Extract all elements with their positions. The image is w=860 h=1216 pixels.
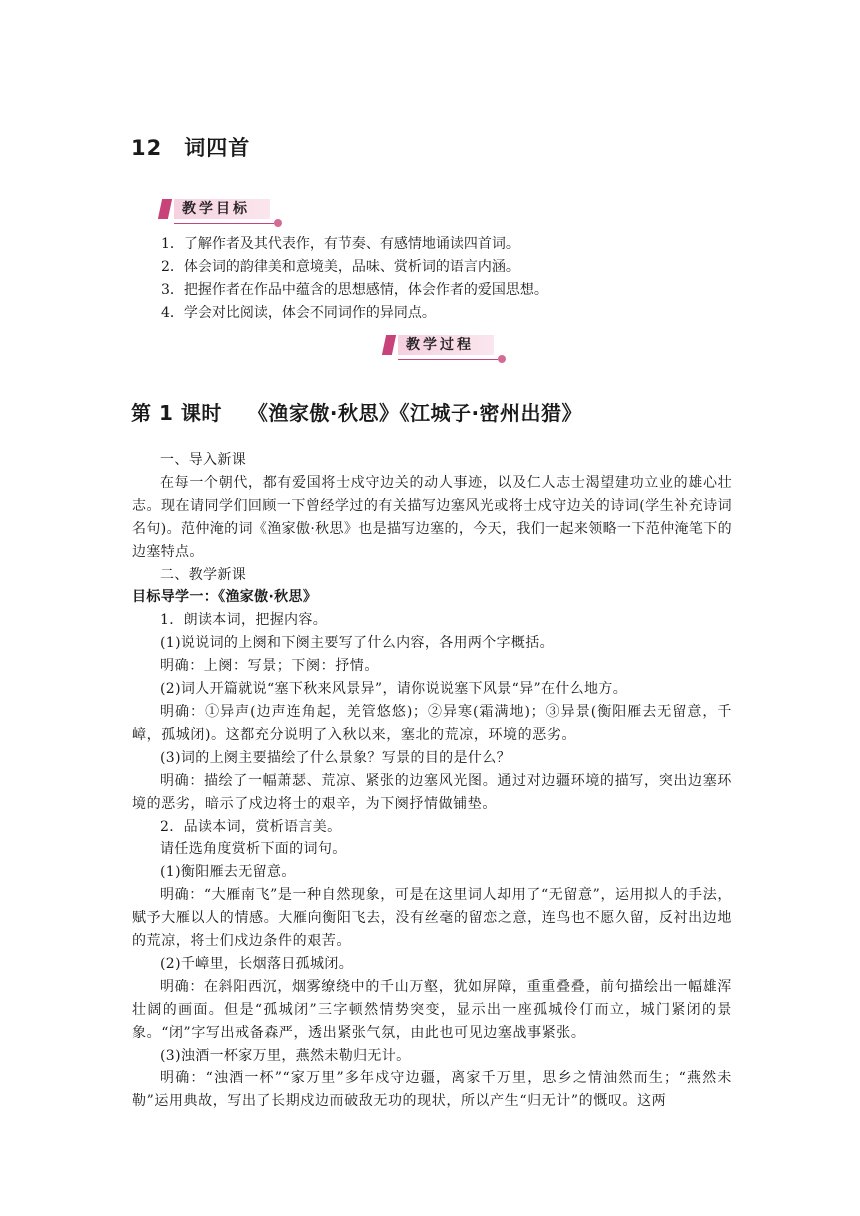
- lesson-number: 12: [131, 136, 163, 160]
- banner-label: 教学目标: [182, 201, 250, 217]
- teaching-goals-banner: [160, 197, 284, 227]
- answer-paragraph: 明确：“大雁南飞”是一种自然现象，可是在这里词人却用了“无留意”，运用拟人的手法，赋予大雁以人的情感。大雁向衡阳飞去，没有丝毫的留恋之意，连鸟也不愿久留，反衬出边地的荒凉，将士们戍边条件的艰苦。: [132, 887, 732, 950]
- body-paragraph: (1)说说词的上阕和下阕主要写了什么内容，各用两个字概括。: [160, 635, 554, 652]
- body-paragraph: 一、导入新课: [160, 452, 247, 468]
- banner-label: 教学过程: [406, 337, 474, 353]
- goal-item: 2．体会词的韵律美和意境美，品味、赏析词的语言内涵。: [161, 259, 520, 275]
- lesson-body: [132, 449, 732, 1113]
- body-paragraph: 1．朗读本词，把握内容。: [160, 612, 328, 629]
- goal-item: 3．把握作者在作品中蕴含的思想感情，体会作者的爱国思想。: [161, 282, 548, 298]
- answer-paragraph: 明确：上阕：写景；下阕：抒情。: [160, 658, 379, 675]
- body-paragraph: (2)千嶂里，长烟落日孤城闭。: [160, 955, 354, 972]
- section-works: 《渔家傲·秋思》《江城子·密州出猎》: [247, 401, 583, 425]
- lesson-name: 词四首: [184, 136, 251, 160]
- body-paragraph: (3)词的上阕主要描绘了什么景象？写景的目的是什么？: [160, 749, 511, 766]
- answer-paragraph: 明确：在斜阳西沉，烟雾缭绕中的千山万壑，犹如屏障，重重叠叠，前句描绘出一幅雄浑壮阔的画面。但是“孤城闭”三字顿然情势突变，显示出一座孤城伶仃而立，城门紧闭的景象。“闭”字写出戒备森严，透出紧张气氛，由此也可见边塞战事紧张。: [132, 978, 732, 1041]
- lesson-title: [131, 132, 250, 162]
- subsection-heading: 目标导学一：《渔家傲·秋思》: [132, 589, 318, 606]
- body-paragraph: 请任选角度赏析下面的词句。: [160, 841, 347, 858]
- banner-dot-icon: [274, 219, 282, 227]
- answer-paragraph: 明确：①异声(边声连角起，羌管悠悠)；②异寒(霜满地)；③异景(衡阳雁去无留意，千嶂，孤城闭)。这都充分说明了入秋以来，塞北的荒凉，环境的恶劣。: [132, 703, 732, 743]
- body-paragraph: (1)衡阳雁去无留意。: [160, 864, 296, 881]
- body-paragraph: (3)浊酒一杯家万里，燕然未勒归无计。: [160, 1047, 411, 1064]
- section-title: [131, 397, 582, 426]
- body-paragraph: 在每一个朝代，都有爱国将士戍守边关的动人事迹，以及仁人志士渴望建功立业的雄心壮志。现在请同学们回顾一下曾经学过的有关描写边塞风光或将士戍守边关的诗词(学生补充诗词名句)。范仲淹的词《渔家傲·秋思》也是描写边塞的，今天，我们一起来领略一下范仲淹笔下的边塞特点。: [132, 474, 732, 560]
- goal-item: 4．学会对比阅读，体会不同词作的异同点。: [161, 305, 436, 321]
- answer-paragraph: 明确：“浊酒一杯”“家万里”多年戍守边疆，离家千万里，思乡之情油然而生；“燕然未勒”运用典故，写出了长期戍边而破敌无功的现状，所以产生“归无计”的慨叹。这两: [132, 1070, 732, 1110]
- banner-dot-icon: [498, 355, 506, 363]
- goal-item: 1．了解作者及其代表作，有节奏、有感情地诵读四首词。: [161, 236, 520, 252]
- body-paragraph: 二、教学新课: [160, 566, 247, 583]
- body-paragraph: 2．品读本词，赏析语言美。: [160, 818, 342, 835]
- teaching-process-banner: [384, 333, 508, 363]
- body-paragraph: (2)词人开篇就说“塞下秋来风景异”，请你说说塞下风景“异”在什么地方。: [160, 681, 628, 698]
- lesson-period: 第 1 课时: [131, 401, 222, 425]
- answer-paragraph: 明确：描绘了一幅萧瑟、荒凉、紧张的边塞风光图。通过对边疆环境的描写，突出边塞环境的恶劣，暗示了戍边将士的艰辛，为下阕抒情做铺垫。: [132, 772, 732, 812]
